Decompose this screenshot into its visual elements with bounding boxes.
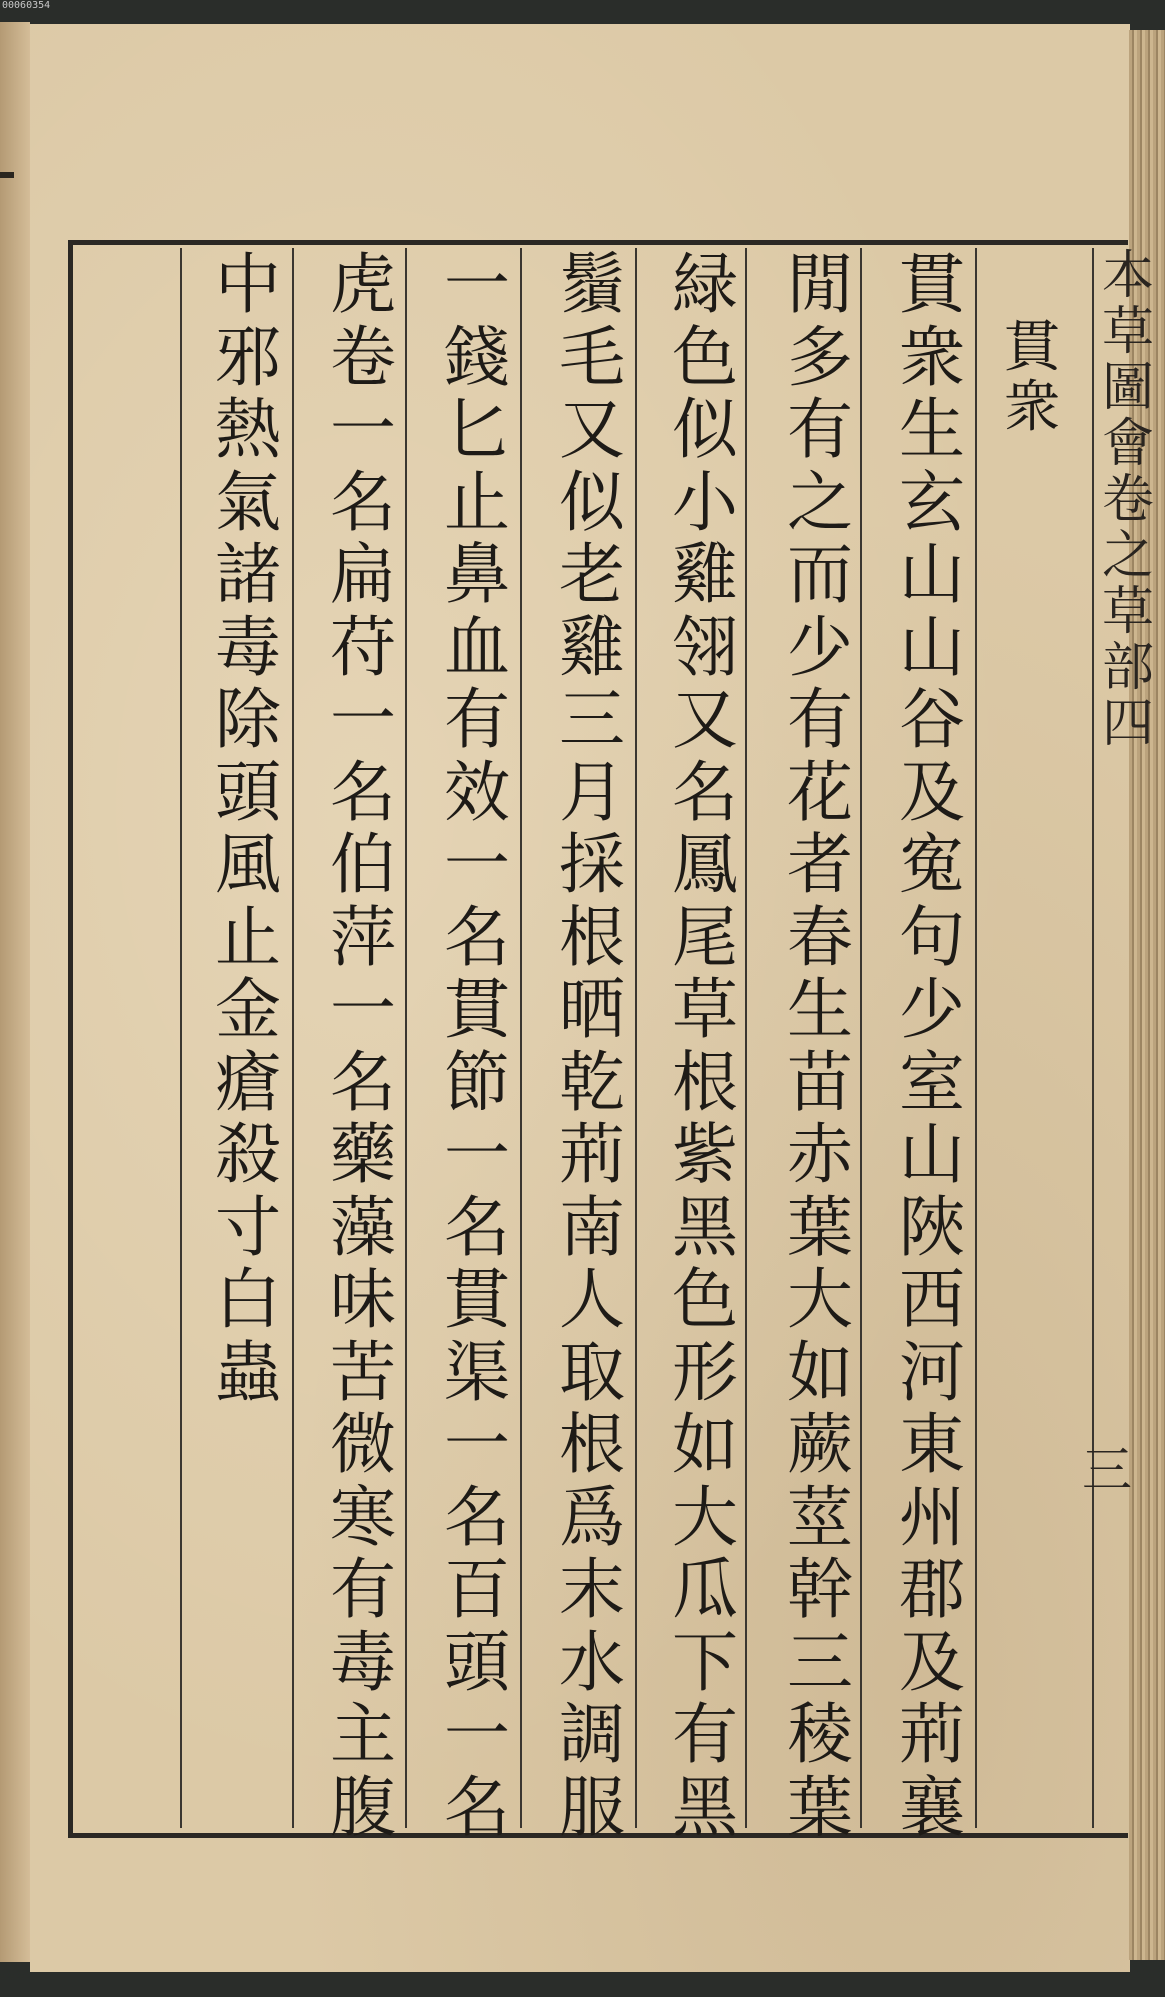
glyph: 一 <box>330 391 396 468</box>
column-rule <box>860 248 862 1828</box>
glyph: 卷 <box>1101 470 1154 530</box>
glyph: 襄 <box>899 1768 965 1846</box>
glyph: 大 <box>787 1261 853 1338</box>
glyph: 者 <box>787 826 853 903</box>
glyph: 名 <box>672 753 738 831</box>
left-page-edge <box>0 22 30 1962</box>
glyph: 草 <box>672 971 738 1048</box>
glyph: 紫 <box>672 1116 738 1193</box>
glyph: 效 <box>444 753 510 831</box>
glyph: 老 <box>559 536 625 613</box>
glyph: 風 <box>215 826 281 903</box>
glyph: 根 <box>559 898 625 976</box>
glyph: 頭 <box>444 1623 510 1701</box>
glyph: 谷 <box>899 681 965 758</box>
glyph: 貫 <box>1004 315 1060 380</box>
text-column-6 <box>323 246 403 1847</box>
glyph: 毛 <box>559 318 625 396</box>
column-rule <box>180 248 182 1828</box>
glyph: 調 <box>559 1696 625 1773</box>
header-column <box>1100 246 1156 754</box>
glyph: 苻 <box>330 608 396 686</box>
glyph: 水 <box>559 1623 625 1701</box>
page-number: 三 <box>1082 1441 1132 1499</box>
glyph: 匕 <box>444 391 510 468</box>
glyph: 殺 <box>215 1116 281 1193</box>
glyph: 圖 <box>1101 358 1154 418</box>
glyph: 之 <box>787 463 853 541</box>
glyph: 及 <box>899 753 965 831</box>
text-column-1 <box>892 246 972 1847</box>
glyph: 玄 <box>899 463 965 541</box>
glyph: 莖 <box>787 1478 853 1556</box>
column-rule <box>520 248 522 1828</box>
glyph: 毒 <box>330 1623 396 1701</box>
glyph: 葉 <box>787 1768 853 1846</box>
text-column-2 <box>780 246 860 1847</box>
glyph: 室 <box>899 1043 965 1121</box>
glyph: 本 <box>1101 246 1154 306</box>
glyph: 尾 <box>672 898 738 976</box>
glyph: 東 <box>899 1406 965 1483</box>
glyph: 句 <box>899 898 965 976</box>
glyph: 三 <box>559 681 625 758</box>
glyph: 西 <box>899 1261 965 1338</box>
text-column-7 <box>208 246 288 1412</box>
glyph: 赤 <box>787 1116 853 1193</box>
glyph: 瘡 <box>215 1043 281 1121</box>
glyph: 有 <box>672 1696 738 1773</box>
glyph: 蟲 <box>215 1333 281 1411</box>
glyph: 微 <box>330 1406 396 1483</box>
column-rule <box>975 248 977 1828</box>
glyph: 陜 <box>899 1188 965 1266</box>
entry-title <box>1000 315 1064 440</box>
glyph: 血 <box>444 608 510 686</box>
text-column-5 <box>437 246 517 1847</box>
glyph: 又 <box>672 681 738 758</box>
glyph: 草 <box>1101 302 1154 362</box>
glyph: 有 <box>444 681 510 758</box>
glyph: 乾 <box>559 1043 625 1121</box>
glyph: 中 <box>215 246 281 323</box>
glyph: 月 <box>559 753 625 831</box>
glyph: 閒 <box>787 246 853 323</box>
glyph: 山 <box>899 536 965 613</box>
glyph: 衆 <box>1004 375 1060 440</box>
glyph: 荊 <box>559 1116 625 1193</box>
glyph: 荊 <box>899 1696 965 1773</box>
glyph: 生 <box>899 391 965 468</box>
glyph: 河 <box>899 1333 965 1411</box>
glyph: 寸 <box>215 1188 281 1266</box>
glyph: 形 <box>672 1333 738 1411</box>
glyph: 蕨 <box>787 1406 853 1483</box>
glyph: 除 <box>215 681 281 758</box>
glyph: 諸 <box>215 536 281 613</box>
glyph: 下 <box>672 1623 738 1701</box>
glyph: 名 <box>330 1043 396 1121</box>
glyph: 爲 <box>559 1478 625 1556</box>
glyph: 根 <box>559 1406 625 1483</box>
glyph: 色 <box>672 318 738 396</box>
glyph: 取 <box>559 1333 625 1411</box>
glyph: 一 <box>330 681 396 758</box>
glyph: 名 <box>444 1768 510 1846</box>
glyph: 止 <box>444 463 510 541</box>
glyph: 卷 <box>330 318 396 396</box>
glyph: 一 <box>444 1406 510 1483</box>
glyph: 雞 <box>559 608 625 686</box>
glyph: 花 <box>787 753 853 831</box>
column-rule <box>405 248 407 1828</box>
glyph: 衆 <box>899 318 965 396</box>
glyph: 山 <box>899 1116 965 1193</box>
glyph: 大 <box>672 1478 738 1556</box>
glyph: 節 <box>444 1043 510 1121</box>
glyph: 生 <box>787 971 853 1048</box>
glyph: 會 <box>1101 414 1154 474</box>
text-column-4 <box>552 246 632 1847</box>
glyph: 有 <box>787 681 853 758</box>
glyph: 寃 <box>899 826 965 903</box>
glyph: 如 <box>672 1406 738 1483</box>
glyph: 名 <box>330 753 396 831</box>
glyph: 鳳 <box>672 826 738 903</box>
glyph: 山 <box>899 608 965 686</box>
glyph: 金 <box>215 971 281 1048</box>
glyph: 頭 <box>215 753 281 831</box>
glyph: 人 <box>559 1261 625 1338</box>
glyph: 郡 <box>899 1551 965 1628</box>
glyph: 名 <box>444 1478 510 1556</box>
scan-id: 00060354 <box>2 0 51 11</box>
glyph: 南 <box>559 1188 625 1266</box>
glyph: 邪 <box>215 318 281 396</box>
text-column-3 <box>665 246 745 1847</box>
glyph: 一 <box>330 971 396 1048</box>
glyph: 春 <box>787 898 853 976</box>
glyph: 虎 <box>330 246 396 323</box>
glyph: 黑 <box>672 1768 738 1846</box>
glyph: 藻 <box>330 1188 396 1266</box>
glyph: 渠 <box>444 1333 510 1411</box>
glyph: 腹 <box>330 1768 396 1846</box>
glyph: 似 <box>672 391 738 468</box>
glyph: 伯 <box>330 826 396 903</box>
glyph: 名 <box>330 463 396 541</box>
glyph: 一 <box>444 246 510 323</box>
glyph: 州 <box>899 1478 965 1556</box>
glyph: 一 <box>444 1696 510 1773</box>
glyph: 少 <box>899 971 965 1048</box>
glyph: 名 <box>444 898 510 976</box>
glyph: 之 <box>1101 526 1154 586</box>
glyph: 稜 <box>787 1696 853 1773</box>
glyph: 止 <box>215 898 281 976</box>
glyph: 鼻 <box>444 536 510 613</box>
glyph: 晒 <box>559 971 625 1048</box>
glyph: 苦 <box>330 1333 396 1411</box>
glyph: 雞 <box>672 536 738 613</box>
glyph: 少 <box>787 608 853 686</box>
glyph: 苗 <box>787 1043 853 1121</box>
glyph: 貫 <box>444 1261 510 1338</box>
glyph: 服 <box>559 1768 625 1846</box>
glyph: 熱 <box>215 391 281 468</box>
glyph: 及 <box>899 1623 965 1701</box>
glyph: 毒 <box>215 608 281 686</box>
glyph: 藥 <box>330 1116 396 1193</box>
glyph: 多 <box>787 318 853 396</box>
glyph: 三 <box>787 1623 853 1701</box>
glyph: 緑 <box>672 246 738 323</box>
glyph: 味 <box>330 1261 396 1338</box>
column-rule <box>745 248 747 1828</box>
glyph: 扁 <box>330 536 396 613</box>
glyph: 如 <box>787 1333 853 1411</box>
glyph: 貫 <box>444 971 510 1048</box>
glyph: 草 <box>1101 582 1154 642</box>
glyph: 貫 <box>899 246 965 323</box>
glyph: 白 <box>215 1261 281 1338</box>
column-rule <box>635 248 637 1828</box>
glyph: 又 <box>559 391 625 468</box>
glyph: 末 <box>559 1551 625 1628</box>
glyph: 黑 <box>672 1188 738 1266</box>
glyph: 小 <box>672 463 738 541</box>
glyph: 萍 <box>330 898 396 976</box>
glyph: 名 <box>444 1188 510 1266</box>
glyph: 而 <box>787 536 853 613</box>
glyph: 氣 <box>215 463 281 541</box>
left-edge-mark <box>0 172 14 178</box>
glyph: 採 <box>559 826 625 903</box>
glyph: 幹 <box>787 1551 853 1628</box>
glyph: 一 <box>444 1116 510 1193</box>
column-rule <box>292 248 294 1828</box>
glyph: 翎 <box>672 608 738 686</box>
glyph: 有 <box>330 1551 396 1628</box>
glyph: 瓜 <box>672 1551 738 1628</box>
glyph: 色 <box>672 1261 738 1338</box>
glyph: 一 <box>444 826 510 903</box>
glyph: 寒 <box>330 1478 396 1556</box>
glyph: 百 <box>444 1551 510 1628</box>
glyph: 鬚 <box>559 246 625 323</box>
glyph: 四 <box>1101 694 1154 754</box>
glyph: 錢 <box>444 318 510 396</box>
glyph: 部 <box>1101 638 1154 698</box>
glyph: 主 <box>330 1696 396 1773</box>
column-rule <box>1092 248 1094 1828</box>
glyph: 根 <box>672 1043 738 1121</box>
glyph: 葉 <box>787 1188 853 1266</box>
glyph: 似 <box>559 463 625 541</box>
glyph: 有 <box>787 391 853 468</box>
